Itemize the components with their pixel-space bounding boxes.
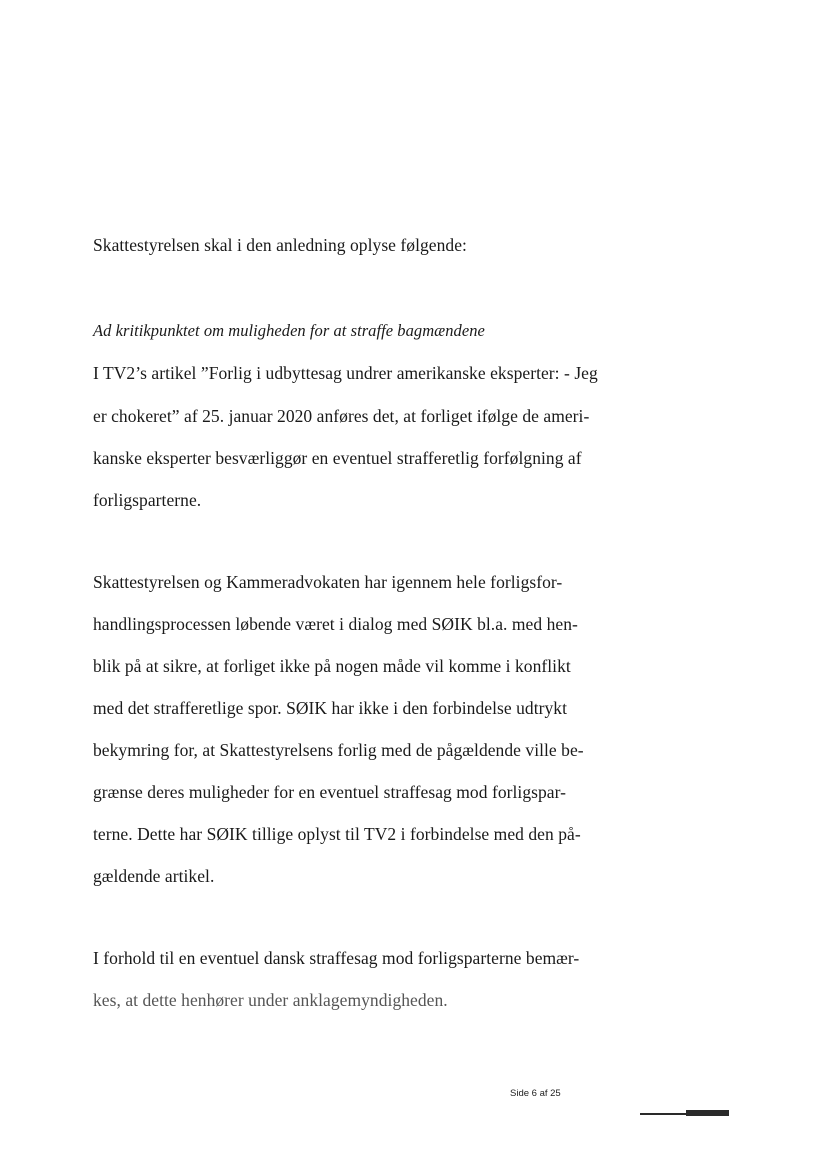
paragraph-line: handlingsprocessen løbende været i dialog med SØIK bl.a. med hen-	[93, 614, 578, 634]
intro-text: Skattestyrelsen skal i den anledning oplyse følgende:	[93, 235, 467, 255]
paragraph-line: blik på at sikre, at forliget ikke på nogen måde vil komme i konflikt	[93, 656, 571, 676]
section-heading: Ad kritikpunktet om muligheden for at straffe bagmændene	[93, 321, 485, 340]
paragraph-line: forligsparterne.	[93, 490, 202, 510]
paragraph-line: er chokeret” af 25. januar 2020 anføres det, at forliget ifølge de ameri-	[93, 406, 590, 426]
paragraph-line: gældende artikel.	[93, 866, 215, 886]
footer-rule	[640, 1113, 688, 1115]
paragraph-line: I forhold til en eventuel dansk straffesag mod forligsparterne bemær-	[93, 948, 580, 968]
paragraph-line: terne. Dette har SØIK tillige oplyst til TV2 i forbindelse med den på-	[93, 824, 581, 844]
paragraph-line: I TV2’s artikel ”Forlig i udbyttesag undrer amerikanske eksperter: - Jeg	[93, 363, 598, 383]
paragraph-line: Skattestyrelsen og Kammeradvokaten har igennem hele forligsfor-	[93, 572, 563, 592]
paragraph-line: kanske eksperter besværliggør en eventuel strafferetlig forfølgning af	[93, 448, 582, 468]
page-number: Side 6 af 25	[510, 1088, 561, 1099]
paragraph-line: med det strafferetlige spor. SØIK har ikke i den forbindelse udtrykt	[93, 698, 567, 718]
footer-rule-thick	[686, 1110, 729, 1116]
paragraph-line: grænse deres muligheder for en eventuel straffesag mod forligspar-	[93, 782, 567, 802]
paragraph-line: bekymring for, at Skattestyrelsens forlig med de pågældende ville be-	[93, 740, 584, 760]
paragraph-line: kes, at dette henhører under anklagemyndigheden.	[93, 990, 448, 1010]
